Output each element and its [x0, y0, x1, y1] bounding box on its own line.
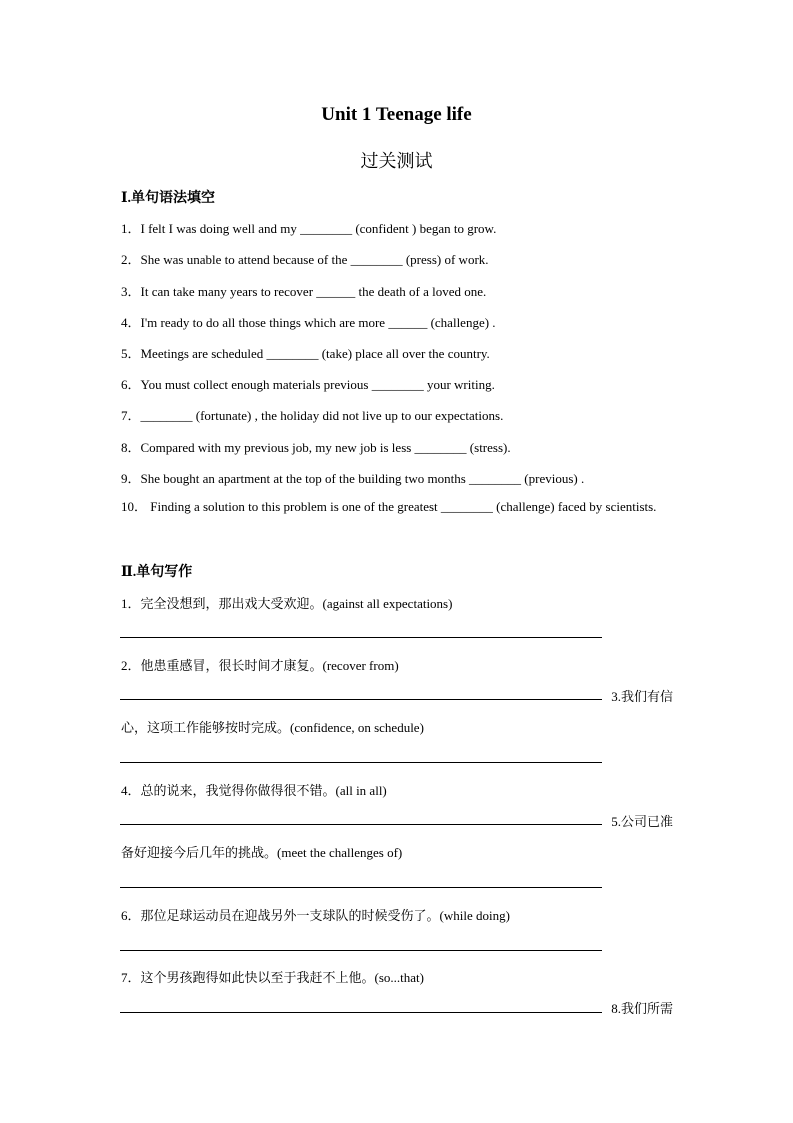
question-8: 8．Compared with my previous job, my new job is less ________ (stress). [121, 440, 511, 455]
question-9: 9．She bought an apartment at the top of the building two months ________ (previous) . [121, 471, 585, 486]
writing-2-prompt: 2．他患重感冒，很长时间才康复。(recover from) [121, 658, 399, 673]
writing-2-answer-line[interactable] [120, 699, 602, 700]
writing-7-prompt: 7．这个男孩跑得如此快以至于我赶不上他。(so...that) [121, 970, 424, 985]
writing-3-answer-line[interactable] [120, 762, 602, 763]
writing-5-answer-line[interactable] [120, 887, 602, 888]
writing-1-prompt: 1．完全没想到，那出戏大受欢迎。(against all expectations) [121, 596, 453, 611]
writing-4-answer-line[interactable] [120, 824, 602, 825]
question-6: 6．You must collect enough materials previous ________ your writing. [121, 377, 495, 392]
question-1: 1．I felt I was doing well and my ________ (confident ) began to grow. [121, 221, 497, 236]
page-subtitle: 过关测试 [360, 151, 433, 171]
writing-7-answer-line[interactable] [120, 1012, 602, 1013]
writing-3-prompt-start: 3.我们有信 [611, 689, 673, 704]
writing-5-prompt-rest: 备好迎接今后几年的挑战。(meet the challenges of) [121, 845, 403, 860]
question-7: 7．________ (fortunate) , the holiday did not live up to our expectations. [121, 408, 504, 423]
question-4: 4．I'm ready to do all those things which are more ______ (challenge) . [121, 315, 496, 330]
question-3: 3．It can take many years to recover ______ the death of a loved one. [121, 284, 487, 299]
question-5: 5．Meetings are scheduled ________ (take) place all over the country. [121, 346, 490, 361]
writing-3-prompt-rest: 心，这项工作能够按时完成。(confidence, on schedule) [121, 720, 424, 735]
writing-4-prompt: 4．总的说来，我觉得你做得很不错。(all in all) [121, 783, 387, 798]
section-heading-grammar: Ⅰ.单句语法填空 [121, 191, 216, 206]
question-2: 2．She was unable to attend because of the ________ (press) of work. [121, 252, 489, 267]
writing-6-prompt: 6．那位足球运动员在迎战另外一支球队的时候受伤了。(while doing) [121, 908, 510, 923]
question-10: 10． Finding a solution to this problem is one of the greatest ________ (challenge) faced by scientists. [121, 499, 657, 514]
writing-6-answer-line[interactable] [120, 950, 602, 951]
page-title: Unit 1 Teenage life [321, 104, 472, 125]
writing-1-answer-line[interactable] [120, 637, 602, 638]
writing-8-prompt-start: 8.我们所需 [611, 1001, 673, 1016]
writing-5-prompt-start: 5.公司已准 [611, 814, 673, 829]
section-heading-writing: Ⅱ.单句写作 [121, 565, 193, 580]
